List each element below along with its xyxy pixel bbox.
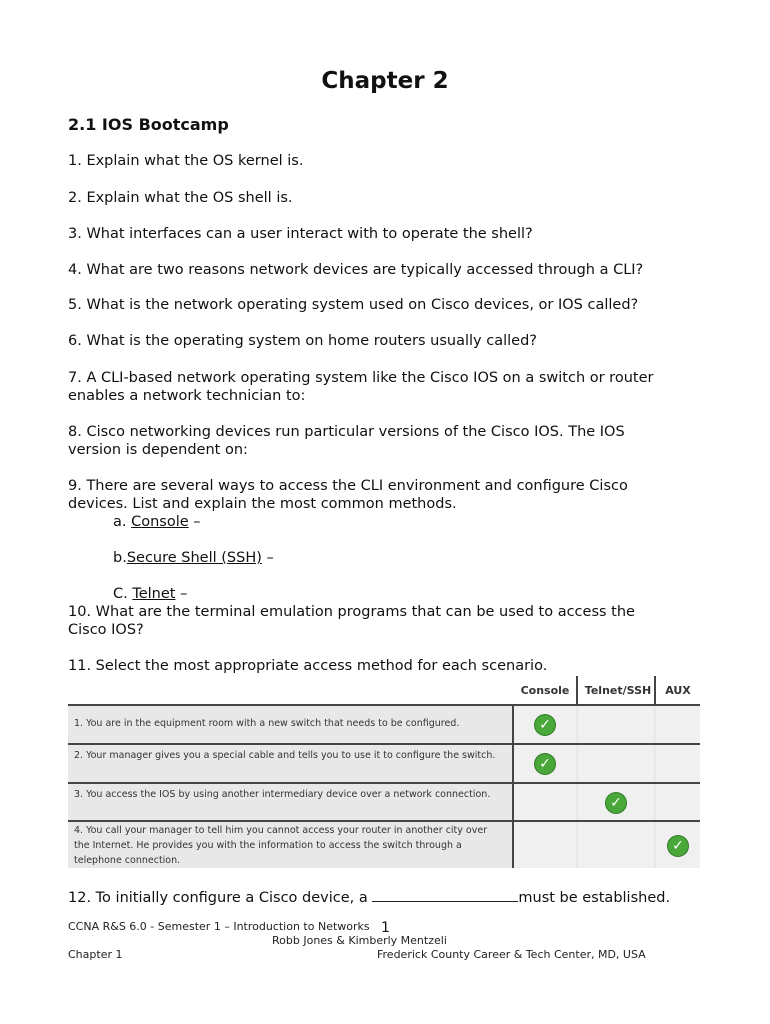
scenario-text: 3. You access the IOS by using another intermediary device over a network connection.: [74, 789, 491, 800]
check-icon: ✓: [606, 793, 626, 813]
access-method-table: [68, 676, 700, 868]
header-telnet-ssh: Telnet/SSH: [584, 684, 652, 697]
header-aux: AUX: [665, 684, 691, 697]
q9a-label: Console: [131, 514, 189, 530]
question-5: 5. What is the network operating system used on Cisco devices, or IOS called?: [68, 297, 639, 313]
table-row: [68, 782, 700, 820]
q9b-suffix: –: [261, 550, 274, 566]
question-9a: [113, 513, 201, 531]
check-icon: ✓: [535, 754, 555, 774]
question-9c: [113, 585, 187, 603]
q9b-label: Secure Shell (SSH): [126, 550, 262, 566]
q9b-prefix: b.: [113, 550, 127, 566]
question-8: 8. Cisco networking devices run particular versions of the Cisco IOS. The IOS version is dependent on:: [68, 424, 625, 458]
question-7: 7. A CLI-based network operating system like the Cisco IOS on a switch or router enables a network technician to:: [68, 370, 654, 404]
table-row: [68, 820, 700, 868]
page-title: Chapter 2: [321, 68, 449, 94]
scenario-text: 2. Your manager gives you a special cable and tells you to use it to configure the switch.: [74, 750, 496, 761]
footer-chapter: Chapter 1: [68, 948, 123, 961]
question-9b: [113, 549, 274, 567]
scenario-text: 4. You call your manager to tell him you cannot access your router in another city over the Internet. He provides you with the information to access the switch through a telephone connection.: [74, 825, 488, 866]
question-3: 3. What interfaces can a user interact with to operate the shell?: [68, 226, 533, 242]
footer-authors: Robb Jones & Kimberly Mentzeli: [272, 934, 447, 947]
question-2: 2. Explain what the OS shell is.: [68, 190, 293, 206]
question-12: [68, 887, 718, 907]
q9a-prefix: a.: [113, 514, 132, 530]
q9a-suffix: –: [188, 514, 201, 530]
q12-prefix: 12. To initially configure a Cisco device, a: [68, 890, 373, 906]
page-number: 1: [381, 920, 390, 936]
section-heading: 2.1 IOS Bootcamp: [68, 115, 229, 134]
question-11: 11. Select the most appropriate access method for each scenario.: [68, 658, 548, 674]
q9c-prefix: C.: [113, 586, 133, 602]
check-icon: ✓: [535, 715, 555, 735]
question-4: 4. What are two reasons network devices are typically accessed through a CLI?: [68, 262, 644, 278]
q9c-suffix: –: [175, 586, 188, 602]
question-1: 1. Explain what the OS kernel is.: [68, 153, 304, 169]
question-9: 9. There are several ways to access the CLI environment and configure Cisco devices. List and explain the most common methods.: [68, 478, 628, 512]
q12-suffix: must be established.: [518, 890, 671, 906]
answer-blank[interactable]: [372, 887, 518, 902]
footer-school: Frederick County Career & Tech Center, MD, USA: [377, 948, 646, 961]
question-10: 10. What are the terminal emulation programs that can be used to access the Cisco IOS?: [68, 604, 635, 638]
table-row: [68, 743, 700, 782]
table-row: [68, 704, 700, 743]
header-console: Console: [520, 684, 570, 697]
check-icon: ✓: [668, 836, 688, 856]
question-6: 6. What is the operating system on home routers usually called?: [68, 333, 537, 349]
footer-course: CCNA R&S 6.0 - Semester 1 – Introduction to Networks: [68, 920, 370, 933]
q9c-label: Telnet: [132, 586, 176, 602]
scenario-text: 1. You are in the equipment room with a new switch that needs to be configured.: [74, 718, 460, 729]
